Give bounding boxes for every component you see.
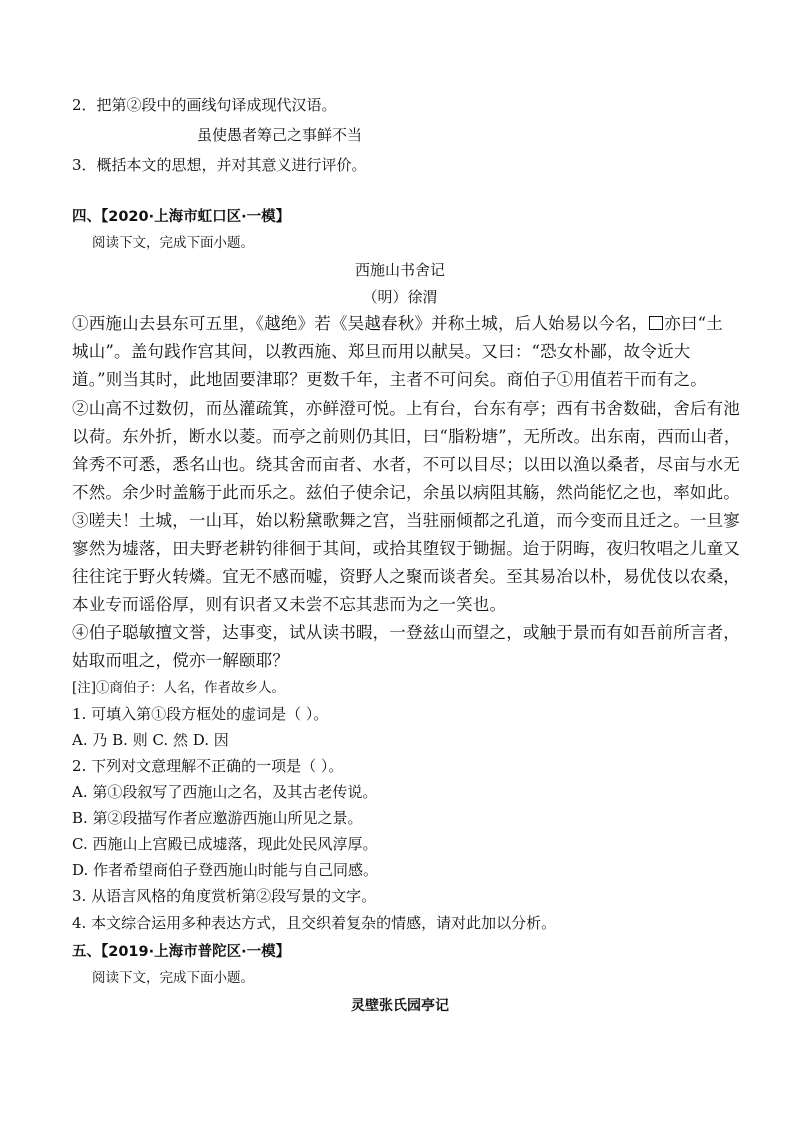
question-3: 3．概括本文的思想，并对其意义进行评价。	[72, 156, 367, 174]
footnote: [注]①商伯子：人名，作者故乡人。	[72, 680, 286, 696]
question-3-stem: 3. 从语言风格的角度赏析第②段写景的文字。	[72, 887, 377, 905]
option-b: B. 第②段描写作者应邀游西施山所见之景。	[72, 809, 363, 827]
passage-title: 西施山书舍记	[354, 261, 445, 279]
question-2: 2．把第②段中的画线句译成现代汉语。	[72, 96, 337, 114]
option-d: D. 作者希望商伯子登西施山时能与自己同感。	[72, 861, 379, 879]
option-c: C. 西施山上宫殿已成墟落，现此处民风淳厚。	[72, 835, 378, 853]
section-5-instruction: 阅读下文，完成下面小题。	[92, 970, 254, 986]
section-4-instruction: 阅读下文，完成下面小题。	[92, 235, 254, 251]
section-5-header: 五、【2019·上海市普陀区·一模】	[72, 944, 291, 960]
question-1-options: A. 乃 B. 则 C. 然 D. 因	[72, 731, 229, 749]
paragraph-1-line-1	[72, 316, 723, 333]
passage-author: （明）徐渭	[362, 288, 438, 306]
paragraph-4-line-1: ④伯子聪敏擅文誉，达事变，试从读书暇，一登兹山而望之，或触于景而有如吾前所言者，	[72, 623, 740, 642]
paragraph-3-line-2: 寥然为墟落，田夫野老耕钓徘徊于其间，或拾其堕钗于锄掘。迨于阴晦，夜归牧唱之儿童又	[72, 539, 740, 558]
question-4-stem: 4. 本文综合运用多种表达方式，且交织着复杂的情感，请对此加以分析。	[72, 914, 557, 932]
paragraph-1-text-b: 亦曰“土	[664, 314, 723, 333]
section-4-header: 四、【2020·上海市虹口区·一模】	[72, 209, 291, 225]
question-2-sentence: 虽使愚者筹己之事鲜不当	[197, 126, 363, 144]
paragraph-1-text-a: ①西施山去县东可五里，《越绝》若《吴越春秋》并称土城，后人始易以今名，	[72, 314, 649, 333]
paragraph-3-line-3: 往往诧于野火转燐。宜无不感而嘘，资野人之聚而谈者矣。至其易冶以朴，易优伎以农桑，	[72, 567, 740, 586]
blank-box-icon	[649, 316, 663, 330]
paragraph-1-line-3: 道。”则当其时，此地固要津耶？更数千年，主者不可问矣。商伯子①用值若干而有之。	[72, 370, 707, 389]
paragraph-2-line-1: ②山高不过数仞，而丛灌疏箕，亦鲜澄可悦。上有台，台东有亭；西有书舍数础，舍后有池	[72, 399, 740, 418]
paragraph-2-line-4: 不然。余少时盖觞于此而乐之。兹伯子使余记，余虽以病阻其觞，然尚能忆之也，率如此。	[72, 483, 740, 502]
section-5-title: 灵壁张氏园亭记	[351, 998, 449, 1014]
paragraph-2-line-2: 以荷。东外折，断水以菱。而亭之前则仍其旧，曰“脂粉塘”，无所改。出东南，西而山者，	[72, 427, 741, 446]
paragraph-3-line-4: 本业专而谣俗厚，则有识者又未尝不忘其悲而为之一笑也。	[72, 595, 507, 614]
paragraph-3-line-1: ③嗟夫！土城，一山耳，始以粉黛歌舞之宫，当驻丽倾都之孔道，而今变而且迁之。一旦寥	[72, 511, 740, 530]
paragraph-4-line-2: 姑取而咀之，傥亦一解颐耶？	[72, 651, 290, 670]
question-2-stem: 2. 下列对文意理解不正确的一项是（ ）。	[72, 757, 344, 775]
paragraph-2-line-3: 耸秀不可悉，悉名山也。绕其舍而亩者、水者，不可以目尽；以田以渔以桑者，尽亩与水无	[72, 455, 740, 474]
paragraph-1-line-2: 城山”。盖句践作宫其间，以教西施、郑旦而用以献吴。又曰：“恐女朴鄙，故令近大	[72, 342, 691, 361]
option-a: A. 第①段叙写了西施山之名，及其古老传说。	[72, 783, 378, 801]
question-1: 1. 可填入第①段方框处的虚词是（ ）。	[72, 705, 329, 723]
